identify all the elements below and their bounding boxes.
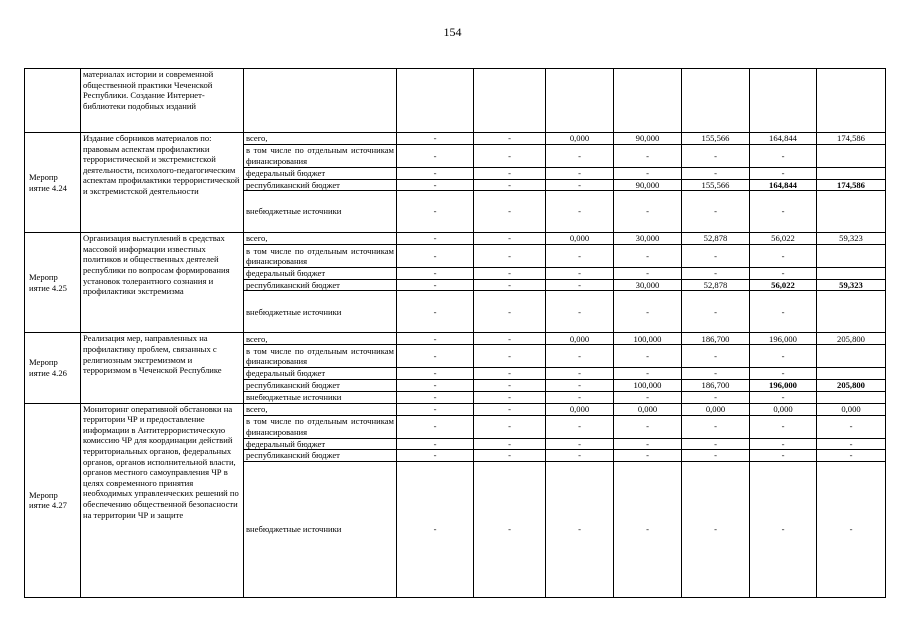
source-cell: республиканский бюджет [244, 450, 397, 462]
value-cell: - [474, 179, 546, 191]
value-cell: - [474, 333, 546, 345]
value-cell: 155,566 [682, 133, 750, 145]
value-cell: - [546, 145, 614, 168]
value-cell: - [397, 191, 474, 233]
event-code-cell: Меропр иятие 4.27 [25, 403, 81, 597]
source-cell: внебюджетные источники [244, 391, 397, 403]
event-name-cell: материалах истории и современной общественной практики Чеченской Республики. Создание Интернет-библиотеки подобных изданий [81, 69, 244, 133]
value-cell: - [397, 179, 474, 191]
value-cell: - [750, 450, 817, 462]
source-cell: республиканский бюджет [244, 379, 397, 391]
value-cell: 164,844 [750, 133, 817, 145]
value-cell: - [397, 403, 474, 415]
value-cell: - [474, 168, 546, 180]
event-code-cell: Меропр иятие 4.26 [25, 333, 81, 403]
value-cell: - [546, 191, 614, 233]
value-cell [817, 268, 886, 280]
value-cell: - [474, 291, 546, 333]
value-cell: 59,323 [817, 279, 886, 291]
value-cell: 0,000 [546, 133, 614, 145]
value-cell: - [397, 245, 474, 268]
value-cell: 0,000 [682, 403, 750, 415]
value-cell: - [474, 391, 546, 403]
value-cell: - [474, 133, 546, 145]
value-cell: - [614, 391, 682, 403]
continuation-row [25, 69, 886, 133]
value-cell [614, 69, 682, 133]
value-cell: - [817, 461, 886, 597]
value-cell: - [750, 145, 817, 168]
value-cell: - [546, 345, 614, 368]
value-cell: - [546, 245, 614, 268]
value-cell: 30,000 [614, 233, 682, 245]
event-name-cell: Издание сборников материалов по: правовым аспектам профилактики террористической и экстремистской деятельности, психолого-педагогическим аспектам профилактики террористической и экстремистской деятельности [81, 133, 244, 233]
source-cell: внебюджетные источники [244, 291, 397, 333]
source-cell: в том числе по отдельным источникам финансирования [244, 245, 397, 268]
value-cell [817, 168, 886, 180]
value-cell: - [614, 368, 682, 380]
value-cell: 205,800 [817, 333, 886, 345]
value-cell: 0,000 [817, 403, 886, 415]
value-cell: - [397, 279, 474, 291]
value-cell: - [397, 438, 474, 450]
value-cell: - [614, 345, 682, 368]
value-cell: - [397, 368, 474, 380]
value-cell [817, 145, 886, 168]
value-cell: - [750, 268, 817, 280]
budget-table [24, 68, 886, 598]
value-cell: - [682, 345, 750, 368]
value-cell: - [750, 168, 817, 180]
table-row [25, 233, 886, 245]
table-row [25, 333, 886, 345]
value-cell: 90,000 [614, 133, 682, 145]
value-cell: - [546, 391, 614, 403]
value-cell: 0,000 [546, 333, 614, 345]
value-cell: - [682, 438, 750, 450]
value-cell: - [397, 450, 474, 462]
value-cell: - [682, 415, 750, 438]
value-cell: - [474, 450, 546, 462]
value-cell: 100,000 [614, 379, 682, 391]
event-code-cell: Меропр иятие 4.24 [25, 133, 81, 233]
value-cell: - [397, 461, 474, 597]
value-cell: 52,878 [682, 279, 750, 291]
value-cell: - [614, 245, 682, 268]
value-cell [474, 69, 546, 133]
source-cell: в том числе по отдельным источникам финансирования [244, 415, 397, 438]
value-cell: - [750, 191, 817, 233]
value-cell: - [750, 438, 817, 450]
value-cell: - [397, 391, 474, 403]
value-cell: - [682, 391, 750, 403]
value-cell [817, 391, 886, 403]
value-cell: - [474, 268, 546, 280]
value-cell: 100,000 [614, 333, 682, 345]
value-cell: - [546, 291, 614, 333]
value-cell: - [474, 415, 546, 438]
source-cell: внебюджетные источники [244, 191, 397, 233]
value-cell: - [817, 415, 886, 438]
value-cell: 59,323 [817, 233, 886, 245]
source-cell: федеральный бюджет [244, 368, 397, 380]
value-cell: - [474, 233, 546, 245]
value-cell: - [474, 379, 546, 391]
value-cell: - [614, 268, 682, 280]
source-cell: федеральный бюджет [244, 438, 397, 450]
value-cell: - [750, 291, 817, 333]
value-cell: - [474, 191, 546, 233]
value-cell: - [397, 345, 474, 368]
value-cell: - [474, 461, 546, 597]
value-cell: 186,700 [682, 333, 750, 345]
value-cell: 164,844 [750, 179, 817, 191]
value-cell: - [397, 168, 474, 180]
source-cell: внебюджетные источники [244, 461, 397, 597]
value-cell: - [682, 368, 750, 380]
source-cell: всего, [244, 333, 397, 345]
value-cell: - [682, 191, 750, 233]
value-cell: 90,000 [614, 179, 682, 191]
value-cell: 30,000 [614, 279, 682, 291]
value-cell: - [682, 245, 750, 268]
source-cell: всего, [244, 233, 397, 245]
value-cell: - [474, 403, 546, 415]
value-cell: 174,586 [817, 133, 886, 145]
value-cell [682, 69, 750, 133]
value-cell: - [546, 379, 614, 391]
value-cell: - [750, 391, 817, 403]
value-cell: - [474, 438, 546, 450]
value-cell: - [750, 415, 817, 438]
page-number: 154 [443, 25, 462, 39]
value-cell: - [474, 279, 546, 291]
value-cell: - [546, 450, 614, 462]
value-cell: 174,586 [817, 179, 886, 191]
value-cell: - [546, 415, 614, 438]
value-cell [817, 69, 886, 133]
source-cell [244, 69, 397, 133]
event-code-cell [25, 69, 81, 133]
value-cell: 186,700 [682, 379, 750, 391]
value-cell: - [682, 461, 750, 597]
value-cell: - [546, 279, 614, 291]
value-cell: 56,022 [750, 279, 817, 291]
value-cell: - [397, 268, 474, 280]
value-cell: 205,800 [817, 379, 886, 391]
value-cell: 52,878 [682, 233, 750, 245]
value-cell: - [682, 450, 750, 462]
value-cell: - [474, 145, 546, 168]
value-cell: - [614, 168, 682, 180]
source-cell: федеральный бюджет [244, 168, 397, 180]
value-cell: - [682, 268, 750, 280]
event-name-cell: Реализация мер, направленных на профилактику проблем, связанных с религиозным экстремизмом и терроризмом в Чеченской Республике [81, 333, 244, 403]
value-cell: 56,022 [750, 233, 817, 245]
event-code-cell: Меропр иятие 4.25 [25, 233, 81, 333]
value-cell: - [546, 461, 614, 597]
value-cell: - [750, 368, 817, 380]
source-cell: в том числе по отдельным источникам финансирования [244, 145, 397, 168]
value-cell: - [682, 145, 750, 168]
value-cell: - [817, 450, 886, 462]
value-cell: - [614, 145, 682, 168]
value-cell [817, 368, 886, 380]
value-cell: - [474, 368, 546, 380]
source-cell: в том числе по отдельным источникам финансирования [244, 345, 397, 368]
value-cell: 0,000 [546, 233, 614, 245]
source-cell: всего, [244, 133, 397, 145]
value-cell: - [474, 245, 546, 268]
value-cell: - [614, 461, 682, 597]
value-cell: - [546, 168, 614, 180]
value-cell: - [397, 415, 474, 438]
value-cell: - [397, 233, 474, 245]
value-cell: - [614, 191, 682, 233]
source-cell: республиканский бюджет [244, 179, 397, 191]
value-cell: - [614, 291, 682, 333]
value-cell: - [750, 245, 817, 268]
value-cell [817, 245, 886, 268]
value-cell: - [614, 450, 682, 462]
source-cell: федеральный бюджет [244, 268, 397, 280]
value-cell: 196,000 [750, 379, 817, 391]
value-cell: - [546, 268, 614, 280]
value-cell: - [397, 145, 474, 168]
value-cell: 0,000 [750, 403, 817, 415]
value-cell: 0,000 [546, 403, 614, 415]
value-cell [817, 345, 886, 368]
value-cell: 155,566 [682, 179, 750, 191]
value-cell [817, 291, 886, 333]
value-cell: - [614, 415, 682, 438]
value-cell: - [397, 333, 474, 345]
value-cell: - [750, 345, 817, 368]
value-cell: - [397, 379, 474, 391]
event-name-cell: Мониторинг оперативной обстановки на территории ЧР и предоставление информации в Антитеррористическую комиссию ЧР для координации действий территориальных органов, федеральных органов, органов исполнительной власти, органов местного самоуправления ЧР в целях современного принятия необходимых управленческих решений по обеспечению общественной безопасности на территории ЧР и защите [81, 403, 244, 597]
source-cell: республиканский бюджет [244, 279, 397, 291]
table-row [25, 403, 886, 415]
value-cell: - [750, 461, 817, 597]
value-cell: 196,000 [750, 333, 817, 345]
value-cell: - [474, 345, 546, 368]
value-cell: 0,000 [614, 403, 682, 415]
value-cell: - [397, 133, 474, 145]
value-cell [750, 69, 817, 133]
value-cell: - [546, 179, 614, 191]
value-cell: - [817, 438, 886, 450]
value-cell: - [682, 291, 750, 333]
source-cell: всего, [244, 403, 397, 415]
value-cell [546, 69, 614, 133]
value-cell [397, 69, 474, 133]
value-cell: - [546, 368, 614, 380]
table-row [25, 133, 886, 145]
value-cell: - [397, 291, 474, 333]
value-cell [817, 191, 886, 233]
event-name-cell: Организация выступлений в средствах массовой информации известных политиков и общественных деятелей республики по вопросам формирования установок толерантного сознания и профилактики экстремизма [81, 233, 244, 333]
value-cell: - [546, 438, 614, 450]
value-cell: - [614, 438, 682, 450]
value-cell: - [682, 168, 750, 180]
